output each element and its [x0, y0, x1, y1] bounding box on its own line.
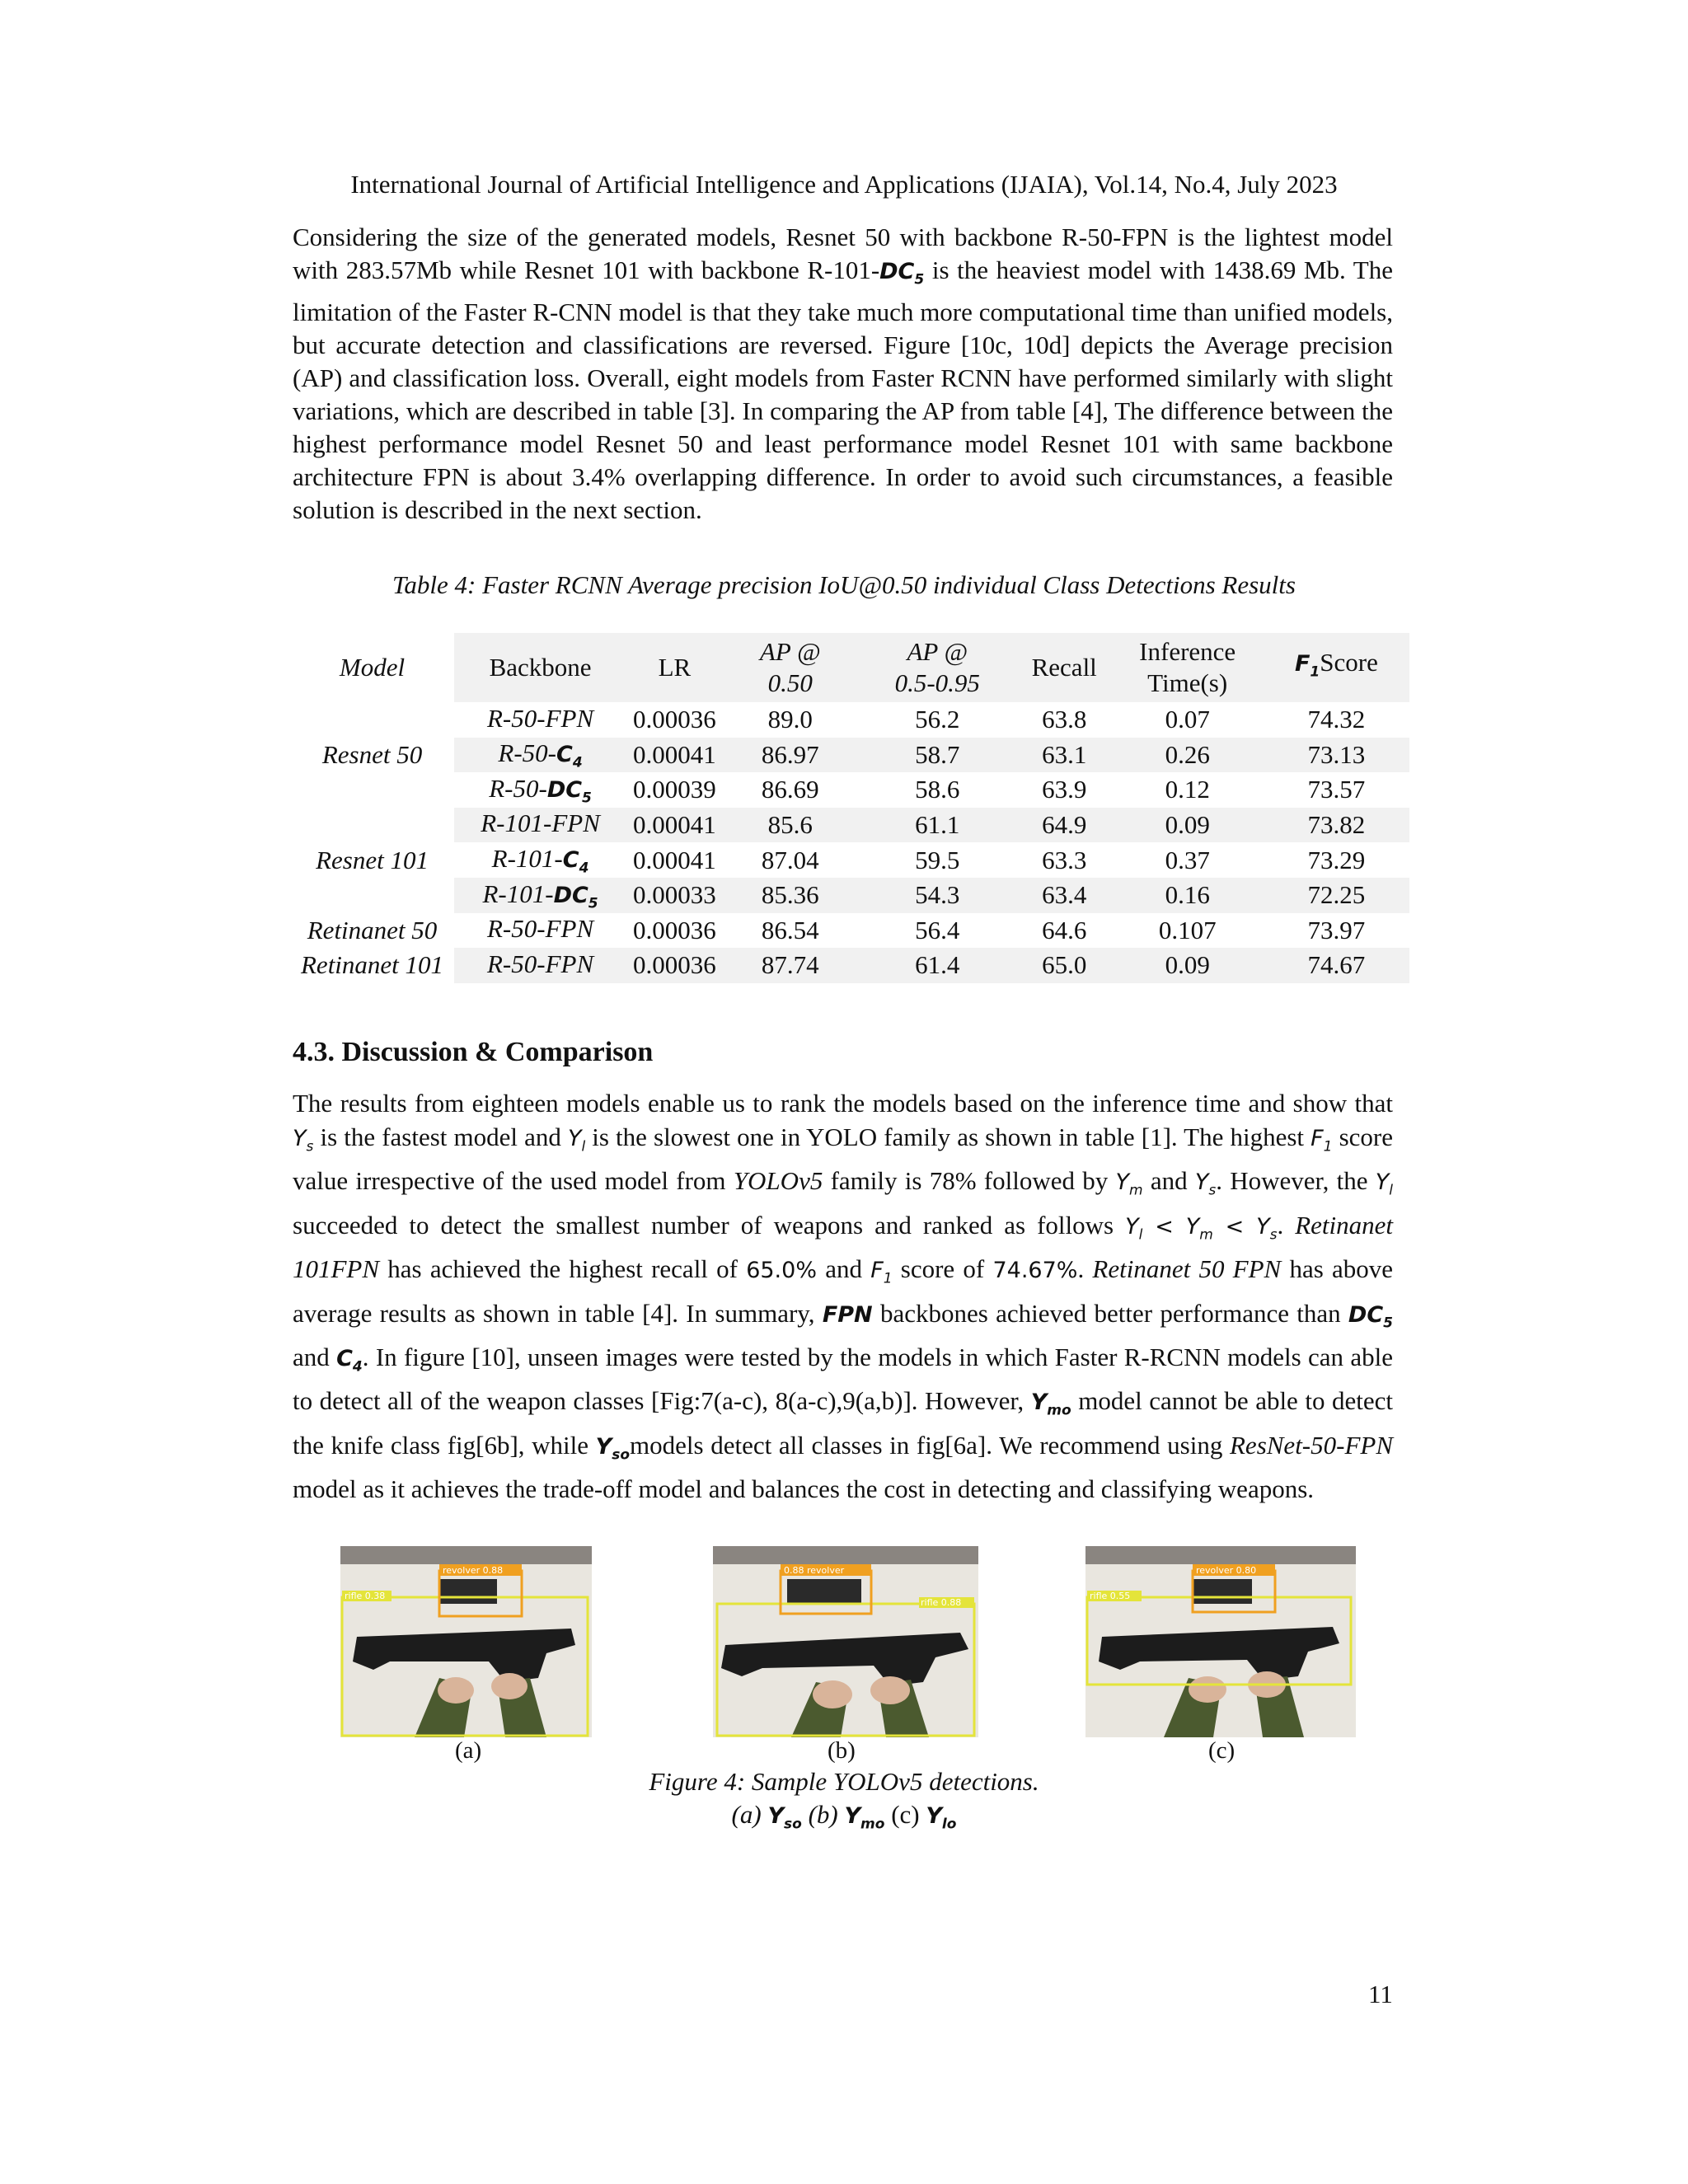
cell-recall: 64.9 — [1042, 810, 1087, 840]
detection-label-revolver-b: 0.88 revolver — [784, 1565, 845, 1576]
group-resnet50: Resnet 50 — [321, 739, 423, 769]
col-header-f1: $F_1Score$ — [1264, 633, 1409, 702]
detection-image-b — [713, 1546, 978, 1737]
cell-ap595: 56.2 — [915, 705, 960, 734]
cell-f1: 72.25 — [1307, 880, 1366, 910]
cell-ap595: 59.5 — [915, 845, 960, 874]
cell-ap50: 87.74 — [761, 950, 819, 980]
cell-ap595: 58.6 — [915, 775, 960, 804]
cell-lr: 0.00041 — [633, 845, 716, 874]
cell-backbone: R-50-FPN — [486, 703, 594, 733]
cell-ap50: 86.69 — [761, 775, 819, 804]
cell-recall: 63.4 — [1042, 880, 1087, 910]
cell-time: 0.26 — [1165, 739, 1210, 769]
detection-label-rifle-b: rifle 0.88 — [921, 1597, 962, 1608]
col-header-lr: LR — [626, 633, 723, 702]
table-row — [290, 772, 1409, 808]
paragraph-discussion: The results from eighteen models enable us to rank the models based on the inference time and show that $Y_s$ is the fastest model and $Y_l$ is the slowest one in YOLO family as shown in table [1]. The highest $F_1$ score value irrespective of the used model from YOLOv5 family is 78% followed by $Y_m$ and $Y_s$. However, the $Y_l$ succeeded to detect the smallest number of weapons and ranked as follows $Y_l < Y_m < Y_s$. Retinanet 101FPN has achieved the highest recall of 65.0% and $F_1$ score of 74.67%. Retinanet 50 FPN has above average results as shown in table [4]. In summary, FPN backbones achieved better performance than $DC_5$ and $C_4$. In figure [10], unseen images were tested by the models in which Faster R-RCNN models can able to detect all of the weapon classes [Fig:7(a-c), 8(a-c),9(a,b)]. However, $Y_{mo}$ model cannot be able to detect the knife class fig[6b], while $Y_{so}models$ detect all classes in fig[6a]. We recommend using ResNet-50-FPN model as it achieves the trade-off model and balances the cost in detecting and classifying weapons. — [293, 1089, 1394, 1504]
col-header-model: Model — [339, 653, 406, 682]
cell-ap595: 58.7 — [915, 739, 960, 769]
col-header-ap595: AP @ 0.5-0.95 — [858, 633, 1017, 702]
col-header-inference: Inference Time(s) — [1112, 633, 1264, 702]
detection-label-revolver-c: revolver 0.80 — [1196, 1565, 1257, 1576]
detection-scene-c — [1085, 1546, 1356, 1737]
cell-time: 0.07 — [1165, 705, 1210, 734]
paragraph-model-size: Considering the size of the generated models, Resnet 50 with backbone R-50-FPN is the lightest model with 283.57Mb while Resnet 101 with backbone $R-101-DC_5$ is the heaviest model with 1438.69 Mb. The limitation of the Faster R-CNN model is that they take much more computational time than unified models, but accurate detection and classifications are reversed. Figure [10c, 10d] depicts the Average precision (AP) and classification loss. Overall, eight models from Faster RCNN have performed similarly with slight variations, which are described in table [3]. In comparing the AP from table [4], The difference between the highest performance model Resnet 50 and least performance model Resnet 101 with same backbone architecture FPN is about 3.4% overlapping difference. In order to avoid such circumstances, a feasible solution is described in the next section. — [293, 223, 1393, 525]
cell-ap595: 54.3 — [915, 880, 960, 910]
detection-label-rifle-a: rifle 0.38 — [345, 1591, 386, 1601]
figure-caption-sub: (a) $Y_{so}$ (b) $Y_{mo}$ (c) $Y_{lo}$ — [731, 1800, 957, 1833]
table-row — [290, 702, 1409, 738]
cell-time: 0.09 — [1165, 950, 1210, 980]
table-row — [290, 878, 1409, 913]
detection-image-a — [340, 1546, 592, 1737]
subfigure-label-b: (b) — [828, 1737, 856, 1764]
cell-lr: 0.00036 — [633, 915, 716, 944]
col-header-recall: Recall — [1017, 633, 1112, 702]
figure-caption: Figure 4: Sample YOLOv5 detections. — [649, 1767, 1039, 1796]
table-row — [290, 913, 1409, 949]
cell-backbone: $R-50-C_4$ — [498, 738, 583, 771]
cell-recall: 64.6 — [1042, 915, 1087, 944]
page-number: 11 — [1368, 1980, 1393, 2008]
table-row — [290, 842, 1409, 878]
cell-ap595: 61.1 — [915, 810, 960, 840]
results-table — [290, 633, 1409, 983]
cell-recall: 63.9 — [1042, 775, 1087, 804]
group-retinanet101: Retinanet 101 — [290, 948, 454, 983]
section-heading: 4.3. Discussion & Comparison — [293, 1037, 654, 1067]
cell-f1: 73.13 — [1307, 739, 1366, 769]
subfigure-label-a: (a) — [455, 1737, 482, 1764]
math-dc5: $DC_5$ — [879, 259, 925, 288]
cell-time: 0.107 — [1158, 915, 1217, 944]
cell-lr: 0.00036 — [633, 705, 716, 734]
detection-image-c — [1085, 1546, 1356, 1737]
cell-lr: 0.00041 — [633, 739, 716, 769]
cell-lr: 0.00039 — [633, 775, 716, 804]
detection-label-rifle-c: rifle 0.55 — [1090, 1591, 1131, 1601]
cell-ap595: 61.4 — [915, 950, 960, 980]
detection-label-revolver-a: revolver 0.88 — [443, 1565, 504, 1576]
table-header-row — [290, 633, 1409, 702]
table-caption: Table 4: Faster RCNN Average precision IoU@0.50 individual Class Detections Results — [392, 570, 1296, 599]
detection-scene-b — [713, 1546, 978, 1737]
cell-backbone: $R-101-DC_5$ — [482, 879, 598, 912]
cell-f1: 74.32 — [1307, 705, 1366, 734]
cell-ap50: 89.0 — [767, 705, 813, 734]
table-row — [290, 948, 1409, 983]
table-row — [290, 808, 1409, 843]
cell-recall: 63.8 — [1042, 705, 1087, 734]
cell-lr: 0.00036 — [633, 950, 716, 980]
cell-f1: 73.57 — [1307, 775, 1366, 804]
col-header-backbone: Backbone — [454, 633, 626, 702]
group-retinanet50: Retinanet 50 — [307, 915, 438, 944]
running-header: International Journal of Artificial Intelligence and Applications (IJAIA), Vol.14, No.4, July 2023 — [350, 170, 1338, 199]
cell-lr: 0.00041 — [633, 810, 716, 840]
cell-backbone: R-50-FPN — [486, 914, 594, 944]
cell-time: 0.37 — [1165, 845, 1210, 874]
cell-ap50: 86.97 — [761, 739, 819, 769]
cell-ap595: 56.4 — [915, 915, 960, 944]
cell-backbone: R-50-FPN — [486, 949, 594, 978]
cell-ap50: 87.04 — [761, 845, 819, 874]
group-resnet101: Resnet 101 — [290, 808, 454, 913]
cell-recall: 63.1 — [1042, 739, 1087, 769]
cell-backbone: $R-101-C_4$ — [491, 843, 589, 877]
cell-f1: 73.82 — [1307, 810, 1366, 840]
cell-recall: 65.0 — [1042, 950, 1087, 980]
cell-f1: 73.29 — [1307, 845, 1366, 874]
table-row — [290, 738, 1409, 773]
cell-backbone: R-101-FPN — [481, 808, 600, 838]
col-header-ap50: AP @ 0.50 — [723, 633, 858, 702]
cell-f1: 74.67 — [1307, 950, 1366, 980]
detection-scene-a — [340, 1546, 592, 1737]
cell-ap50: 85.6 — [767, 810, 813, 840]
cell-time: 0.16 — [1165, 880, 1210, 910]
cell-backbone: $R-50-DC_5$ — [489, 773, 592, 807]
cell-f1: 73.97 — [1307, 915, 1366, 944]
cell-lr: 0.00033 — [633, 880, 716, 910]
cell-time: 0.09 — [1165, 810, 1210, 840]
cell-ap50: 85.36 — [761, 880, 819, 910]
cell-ap50: 86.54 — [761, 915, 819, 944]
cell-time: 0.12 — [1165, 775, 1210, 804]
cell-recall: 63.3 — [1042, 845, 1087, 874]
subfigure-label-c: (c) — [1208, 1737, 1236, 1764]
